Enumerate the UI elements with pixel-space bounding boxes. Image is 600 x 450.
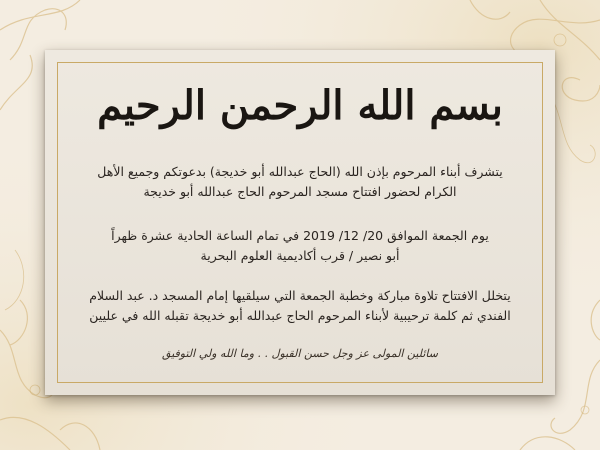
invitation-paragraph [85, 162, 515, 202]
program-paragraph [85, 286, 515, 326]
closing-prayer: سائلين المولى عز وجل حسن القبول . . وما الله ولي التوفيق [162, 347, 438, 360]
date-location-paragraph [85, 226, 515, 266]
location-line: أبو نصير / قرب أكاديمية العلوم البحرية [200, 248, 400, 263]
invitation-card [45, 50, 555, 395]
basmala-calligraphy: بسم الله الرحمن الرحيم [97, 82, 503, 129]
date-time-line: يوم الجمعة الموافق 20/ 12/ 2019 في تمام الساعة الحادية عشرة ظهراً [111, 228, 489, 243]
program-line: يتخلل الافتتاح تلاوة مباركة وخطبة الجمعة التي سيلقيها إمام المسجد د. عبد السلام [89, 288, 511, 303]
invitation-line: الكرام لحضور افتتاح مسجد المرحوم الحاج عبدالله أبو خديجة [143, 184, 457, 199]
invitation-line: يتشرف أبناء المرحوم بإذن الله (الحاج عبدالله أبو خديجة) بدعوتكم وجميع الأهل [97, 164, 503, 179]
program-line: الفندي ثم كلمة ترحيبية لأبناء المرحوم الحاج عبدالله أبو خديجة تقبله الله في عليين [89, 308, 511, 323]
